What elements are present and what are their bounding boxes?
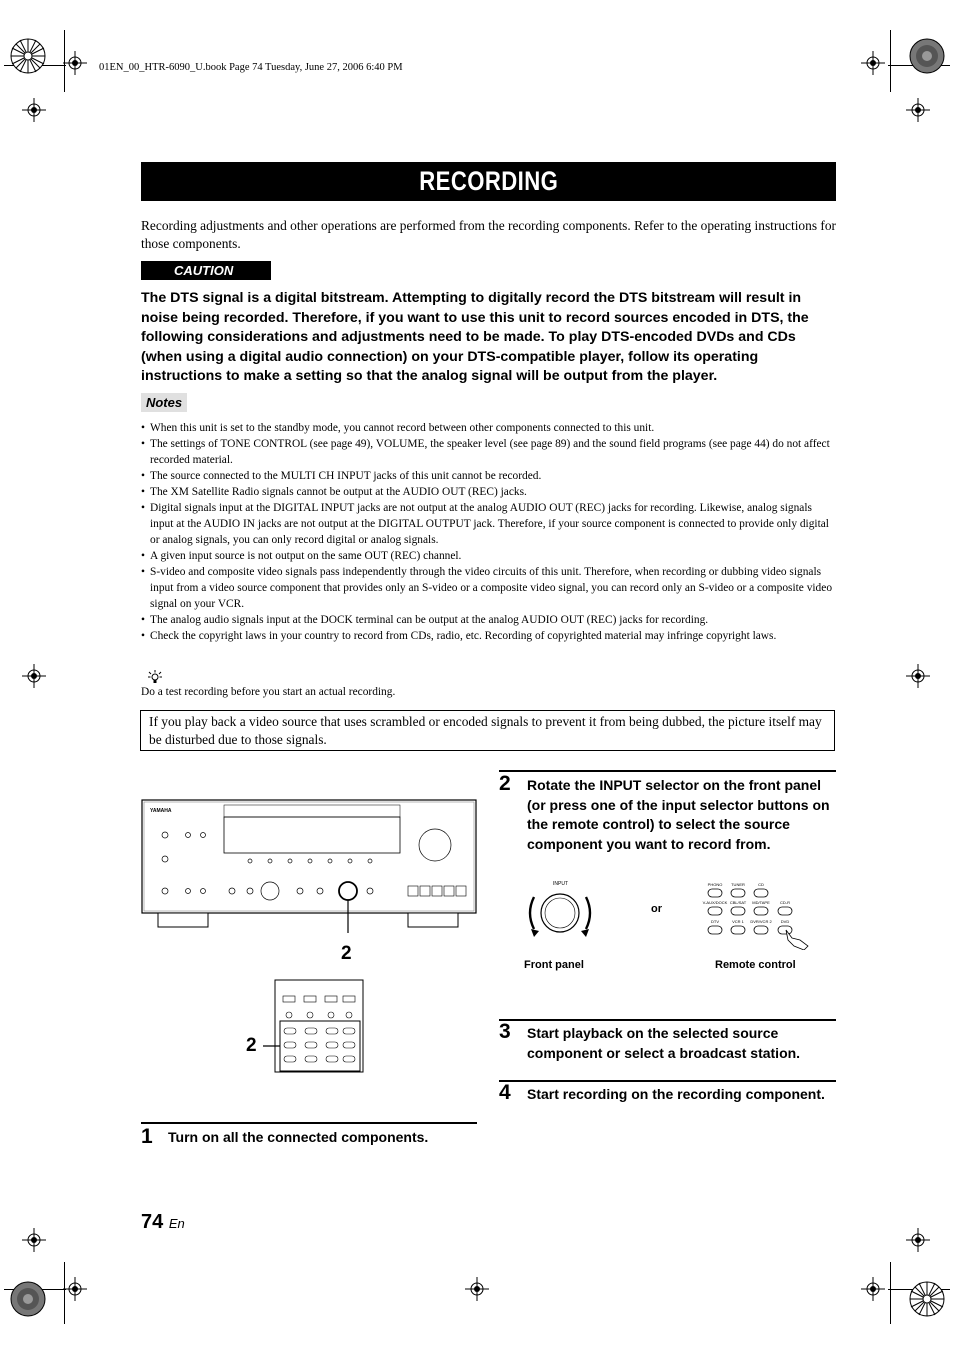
list-item: • S-video and composite video signals pass independently through the video circuits of this unit. Therefore, when recording or dubbing video signals input from a video source component that provides only an S-video or a composite video signal, you can record only an S-video or a composite video signal on your VCR. (141, 564, 836, 612)
registration-mark-icon (22, 98, 46, 122)
page-number (141, 1211, 185, 1234)
svg-text:DVR/VCR 2: DVR/VCR 2 (750, 919, 772, 924)
registration-mark-icon (861, 51, 885, 75)
or-label: or (651, 903, 662, 915)
registration-mark-icon (63, 51, 87, 75)
registration-mark-icon (906, 98, 930, 122)
registration-mark-icon (861, 1277, 885, 1301)
registration-mark-icon (906, 664, 930, 688)
svg-text:PHONO: PHONO (707, 882, 723, 887)
step-number: 2 (499, 772, 511, 795)
step-rule (141, 1122, 477, 1124)
caution-label: CAUTION (141, 261, 271, 280)
svg-text:CBL/SAT: CBL/SAT (729, 900, 747, 905)
svg-text:DTV: DTV (711, 919, 719, 924)
step-rule (499, 770, 836, 772)
list-item: • The analog audio signals input at the DOCK terminal can be output at the analog AUDIO OUT (REC) jacks for recording. (141, 612, 836, 628)
svg-text:CD: CD (758, 882, 764, 887)
step-text: Rotate the INPUT selector on the front panel (or press one of the input selector buttons on the remote control) to select the source component you want to record from. (527, 777, 830, 852)
remote-control-illustration (263, 978, 368, 1074)
list-item: • When this unit is set to the standby mode, you cannot record between other components connected to this unit. (141, 420, 836, 436)
color-wheel-icon (10, 38, 46, 74)
list-item: • The settings of TONE CONTROL (see page 49), VOLUME, the speaker level (see page 89) and the sound field programs (see page 44) do not affect recorded material. (141, 436, 836, 468)
svg-text:MD/TAPE: MD/TAPE (752, 900, 770, 905)
notes-list (141, 420, 836, 644)
color-wheel-icon (909, 38, 945, 74)
svg-text:DVD: DVD (780, 919, 790, 924)
registration-mark-icon (63, 1277, 87, 1301)
boxed-note: If you play back a video source that uses scrambled or encoded signals to prevent it from being dubbed, the picture itself may be disturbed due to those signals. (140, 710, 835, 751)
file-info: 01EN_00_HTR-6090_U.book Page 74 Tuesday, June 27, 2006 6:40 PM (99, 62, 403, 73)
svg-text:CD-R: CD-R (780, 900, 790, 905)
registration-mark-icon (22, 1228, 46, 1252)
callout-number: 2 (341, 943, 352, 964)
step-rule (499, 1019, 836, 1021)
page-title: RECORDING (141, 162, 836, 201)
svg-text:V-AUX/DOCK: V-AUX/DOCK (702, 900, 728, 905)
color-wheel-icon (10, 1281, 46, 1317)
color-wheel-icon (909, 1281, 945, 1317)
registration-mark-icon (906, 1228, 930, 1252)
page-number-value: 74 (141, 1211, 164, 1233)
knob-label: INPUT (553, 881, 568, 887)
notes-label: Notes (141, 393, 187, 412)
remote-input-buttons-illustration (700, 878, 815, 950)
list-item: • The source connected to the MULTI CH INPUT jacks of this unit cannot be recorded. (141, 468, 836, 484)
step-text: Turn on all the connected components. (168, 1129, 429, 1145)
caution-text: The DTS signal is a digital bitstream. Attempting to digitally record the DTS bitstream will result in noise being recorded. Therefore, if you want to use this unit to record sources encoded in DTS, the following considerations and adjustments need to be made. To play DTS-encoded DVDs and CDs (when using a digital audio connection) on your DTS-compatible player, follow its operating instructions to make a setting so that the analog signal will be output from the player. (141, 290, 809, 384)
input-selector-knob-illustration (520, 877, 600, 941)
step-rule (499, 1080, 836, 1082)
registration-mark-icon (22, 664, 46, 688)
step-number: 4 (499, 1081, 511, 1104)
step-text: Start recording on the recording component. (527, 1086, 825, 1102)
registration-mark-icon (465, 1277, 489, 1301)
front-panel-label: Front panel (524, 959, 584, 971)
list-item: • Digital signals input at the DIGITAL INPUT jacks are not output at the analog AUDIO OUT (REC) jacks for recording. Likewise, analog signals input at the AUDIO IN jacks are not output at the DIGITAL OUTPUT jack. Therefore, if your source component is connected to provide only digital or analog signals, you can only record digital or analog signals. (141, 500, 836, 548)
tip-text: Do a test recording before you start an actual recording. (141, 686, 396, 698)
svg-text:VCR 1: VCR 1 (732, 919, 744, 924)
step-number: 1 (141, 1125, 153, 1148)
intro-paragraph: Recording adjustments and other operations are performed from the recording components. Refer to the operating instructions for those components. (141, 218, 836, 251)
receiver-front-panel-illustration (140, 795, 480, 935)
list-item: • Check the copyright laws in your country to record from CDs, radio, etc. Recording of copyrighted material may infringe copyright laws. (141, 628, 836, 644)
svg-text:TUNER: TUNER (731, 882, 745, 887)
remote-control-label: Remote control (715, 959, 796, 971)
list-item: • The XM Satellite Radio signals cannot be output at the AUDIO OUT (REC) jacks. (141, 484, 836, 500)
brand-logo: YAMAHA (150, 808, 172, 814)
step-text: Start playback on the selected source component or select a broadcast station. (527, 1025, 801, 1061)
crop-line (890, 1262, 891, 1324)
page-lang: En (168, 1216, 185, 1231)
callout-number: 2 (246, 1035, 257, 1056)
crop-line (890, 30, 891, 92)
list-item: • A given input source is not output on the same OUT (REC) channel. (141, 548, 836, 564)
step-number: 3 (499, 1020, 511, 1043)
lightbulb-tip-icon (148, 670, 162, 684)
